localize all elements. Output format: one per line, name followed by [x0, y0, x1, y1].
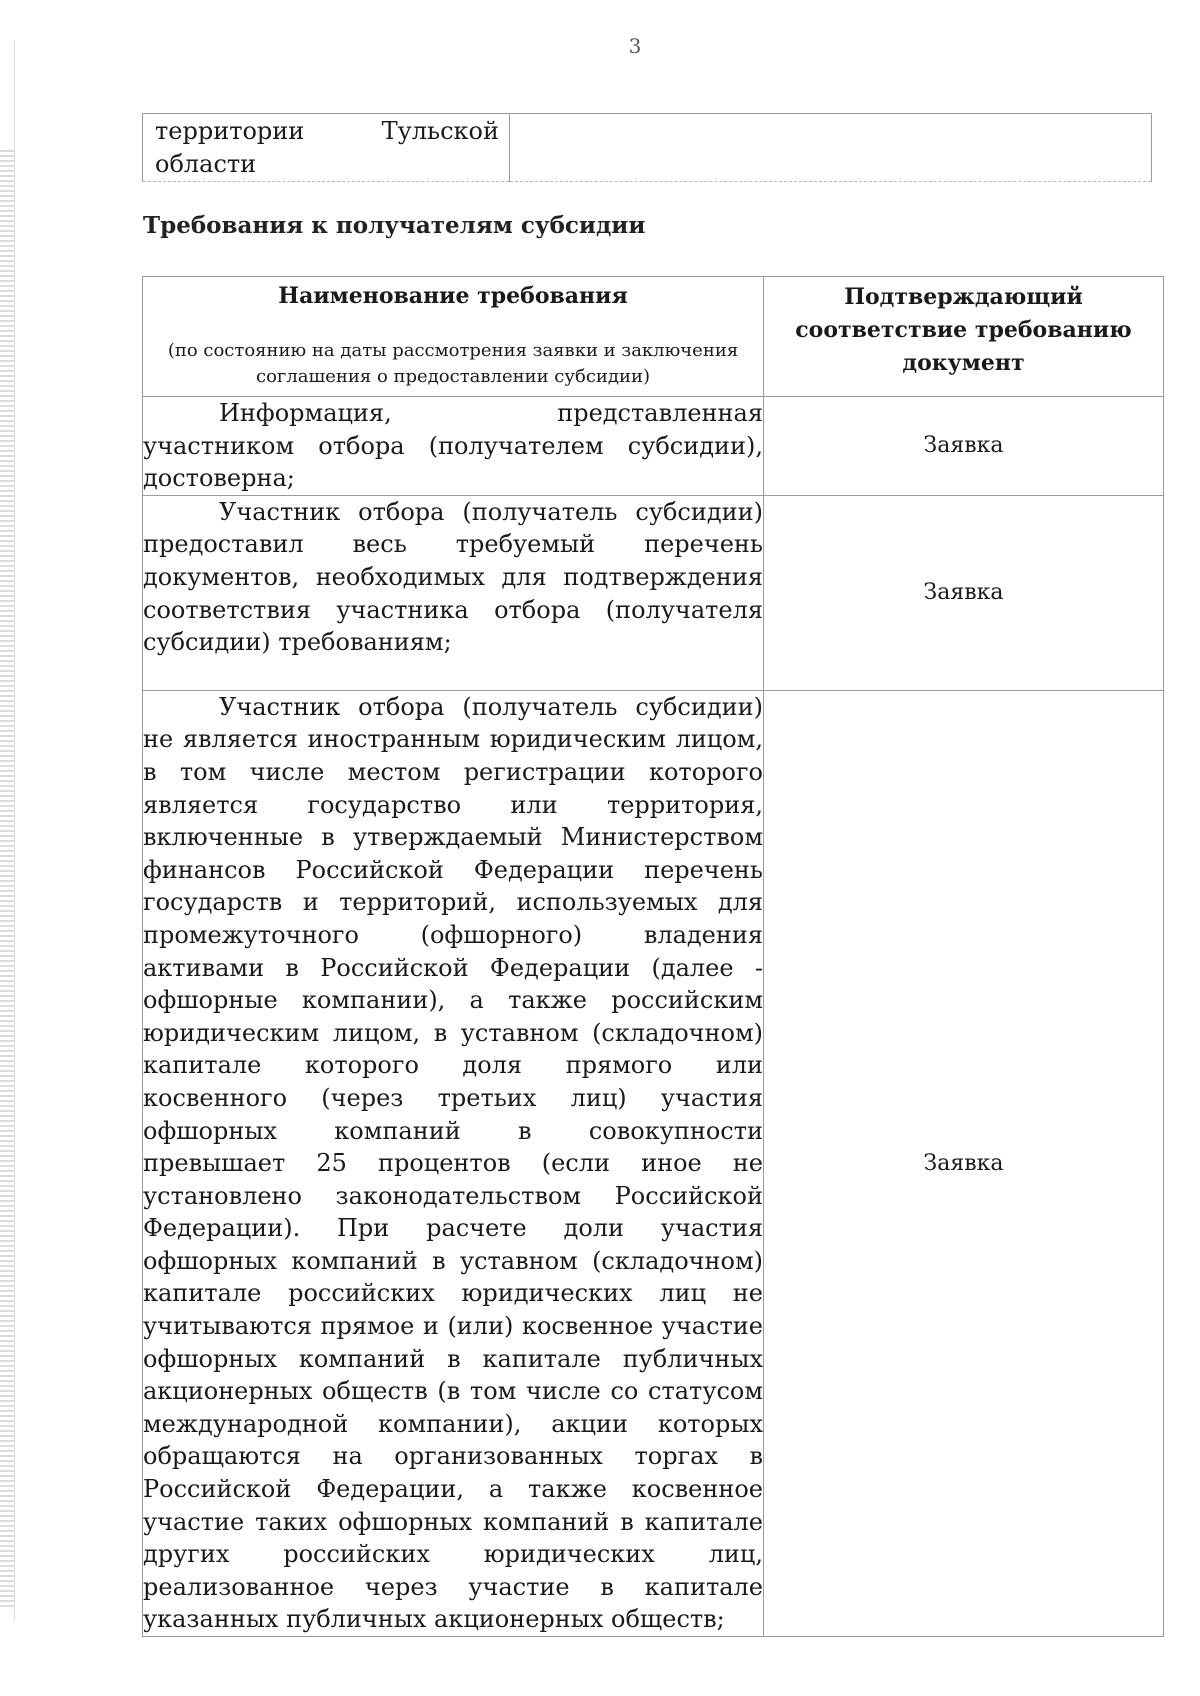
header-requirement-title: Наименование требования	[278, 283, 628, 309]
header-requirement	[143, 277, 764, 397]
document-cell: Заявка	[764, 690, 1164, 1636]
document-cell: Заявка	[764, 397, 1164, 496]
page-number: 3	[628, 34, 642, 58]
table-row	[143, 114, 1152, 182]
continuation-cell-right	[510, 114, 1152, 182]
scan-edge-artifact	[0, 150, 14, 1610]
table-header-row	[143, 277, 1164, 397]
document-cell: Заявка	[764, 495, 1164, 690]
header-requirement-note: (по состоянию на даты рассмотрения заявки и заключения соглашения о предоставлении субсидии)	[167, 340, 739, 387]
requirement-cell	[143, 397, 764, 496]
requirement-text: Участник отбора (получатель субсидии) не является иностранным юридическим лицом, в том числе местом регистрации которого является государство или территория, включенные в утверждаемый Министерством финансов Российской Федерации перечень государств и территорий, используемых для промежуточного (офшорного) владения активами в Российской Федерации (далее - офшорные компании), а также российским юридическим лицом, в уставном (складочном) капитале которого доля прямого или косвенного (через третьих лиц) участия офшорных компаний в совокупности превышает 25 процентов (если иное не установлено законодательством Российской Федерации). При расчете доли участия офшорных компаний в уставном (складочном) капитале российских юридических лиц не учитываются прямое и (или) косвенное участие офшорных компаний в капитале публичных акционерных обществ (в том числе со статусом международной компании), акции которых обращаются на организованных торгах в Российской Федерации, а также косвенное участие таких офшорных компаний в капитале других российских юридических лиц, реализованное через участие в капитале указанных публичных акционерных обществ;	[143, 692, 763, 1634]
requirement-cell	[143, 690, 764, 1636]
requirement-cell	[143, 495, 764, 690]
table-row	[143, 495, 1164, 690]
requirements-table	[142, 276, 1164, 1637]
continuation-text-line1: территории Тульской	[155, 117, 499, 145]
table-row	[143, 690, 1164, 1636]
requirement-text: Информация, представленная участником отбора (получателем субсидии), достоверна;	[143, 399, 763, 493]
section-heading: Требования к получателям субсидии	[143, 212, 646, 239]
table-row	[143, 397, 1164, 496]
header-document-title: Подтверждающий соответствие требованию документ	[795, 284, 1132, 376]
continuation-text-line2: области	[155, 150, 257, 178]
scan-edge-line	[14, 40, 15, 1620]
header-document	[764, 277, 1164, 397]
continuation-cell-left	[143, 114, 510, 182]
continuation-table	[142, 113, 1152, 182]
requirement-text: Участник отбора (получатель субсидии) предоставил весь требуемый перечень документов, необходимых для подтверждения соответствия участника отбора (получателя субсидии) требованиям;	[143, 497, 763, 657]
